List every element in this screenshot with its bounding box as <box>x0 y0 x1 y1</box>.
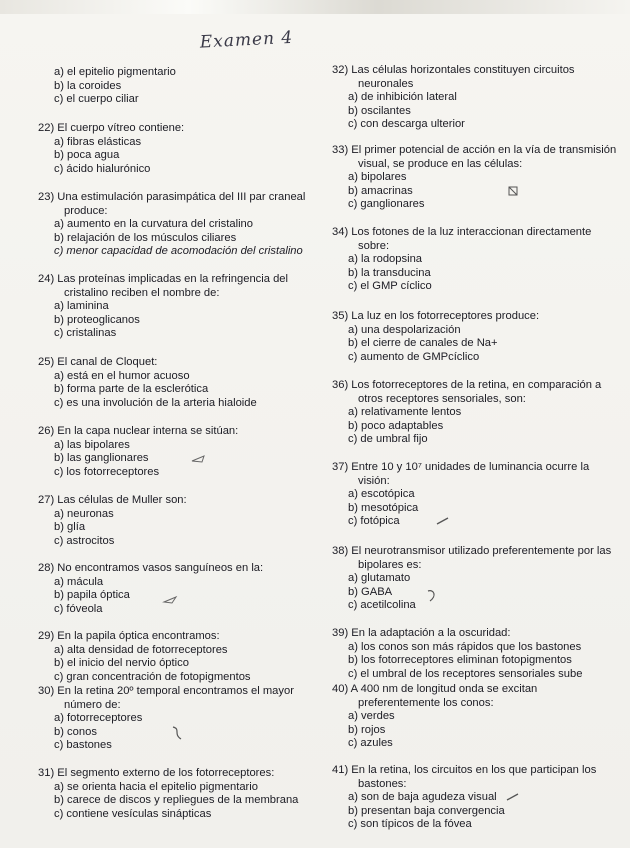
option-a: a) son de baja agudeza visual <box>348 791 497 804</box>
question-25 <box>38 356 328 410</box>
option-b: b) carece de discos y repliegues de la membrana <box>54 794 299 807</box>
option-a: a) aumento en la curvatura del cristalino <box>54 218 253 231</box>
option-b: b) amacrinas <box>348 184 413 197</box>
option-a: a) fibras elásticas <box>54 135 142 148</box>
option-b: b) mesotópica <box>348 501 419 514</box>
question-text-continued: preferentemente los conos: <box>358 696 494 709</box>
pen-scribble-icon <box>162 593 178 605</box>
option-a: a) fotorreceptores <box>54 712 143 725</box>
question-number: 31) <box>38 767 55 779</box>
question-number: 25) <box>38 356 55 368</box>
question-text: Los fotorreceptores de la retina, en comparación a <box>351 379 602 391</box>
option-b: b) papila óptica <box>54 589 130 602</box>
question-number: 34) <box>332 226 349 238</box>
option-b: b) GABA <box>348 585 393 598</box>
question-37 <box>332 461 622 529</box>
question-text-continued: número de: <box>64 698 121 711</box>
option-a: a) escotópica <box>348 488 415 501</box>
option-b: b) las ganglionares <box>54 452 149 465</box>
question-number: 35) <box>332 310 349 322</box>
question-text: En la papila óptica encontramos: <box>57 630 220 642</box>
option-a: a) mácula <box>54 575 104 588</box>
option-a: a) el epitelio pigmentario <box>54 66 176 78</box>
question-text: El neurotransmisor utilizado preferentemente por las <box>351 545 612 557</box>
question-text: El cuerpo vítreo contiene: <box>57 122 185 134</box>
question-number: 26) <box>38 425 55 437</box>
question-text: A 400 nm de longitud onda se excitan <box>350 683 538 695</box>
option-b: b) relajación de los músculos ciliares <box>54 231 237 244</box>
option-b: b) rojos <box>348 723 386 736</box>
pen-scribble-icon <box>426 588 440 604</box>
option-a: a) neuronas <box>54 507 114 520</box>
question-28 <box>38 562 328 616</box>
option-b: b) la transducina <box>348 266 431 279</box>
option-a: a) la rodopsina <box>348 253 423 266</box>
option-c: c) acetilcolina <box>348 599 416 612</box>
page-top-edge <box>0 0 630 14</box>
pen-scribble-icon <box>436 516 450 526</box>
option-c: c) gran concentración de fotopigmentos <box>54 670 251 683</box>
option-c: c) bastones <box>54 739 112 752</box>
question-text-continued: neuronales <box>358 77 414 90</box>
option-a: a) los conos son más rápidos que los bastones <box>348 640 582 653</box>
option-c: c) son típicos de la fóvea <box>348 818 472 831</box>
question-number: 33) <box>332 144 349 156</box>
question-text-continued: visión: <box>358 474 390 487</box>
question-27 <box>38 494 328 548</box>
option-b: b) proteoglicanos <box>54 313 140 326</box>
question-40 <box>332 683 622 751</box>
question-33 <box>332 144 622 212</box>
question-text: Las células horizontales constituyen circuitos <box>351 64 575 76</box>
option-b: b) glía <box>54 521 86 534</box>
question-23 <box>38 191 328 259</box>
option-c: c) los fotorreceptores <box>54 465 160 478</box>
question-36 <box>332 379 622 447</box>
option-a: a) se orienta hacia el epitelio pigmentario <box>54 780 258 793</box>
question-text-continued: visual, se produce en las células: <box>358 157 523 170</box>
option-a: a) bipolares <box>348 171 407 184</box>
option-a: a) relativamente lentos <box>348 406 462 419</box>
option-c: c) el cuerpo ciliar <box>54 93 139 106</box>
option-c: c) el umbral de los receptores sensoriales sube <box>348 667 583 680</box>
option-c: c) de umbral fijo <box>348 433 428 446</box>
question-number: 23) <box>38 191 55 203</box>
question-number: 39) <box>332 627 349 639</box>
option-b: b) la coroides <box>54 79 122 92</box>
option-a: a) de inhibición lateral <box>348 91 457 104</box>
question-number: 24) <box>38 273 55 285</box>
question-text-continued: sobre: <box>358 239 390 252</box>
question-number: 28) <box>38 562 55 574</box>
handwritten-title: Examen 4 <box>199 27 294 53</box>
question-35 <box>332 310 622 364</box>
question-text: En la retina, los circuitos en los que participan los <box>351 764 597 776</box>
question-number: 32) <box>332 64 349 76</box>
question-text: Las proteínas implicadas en la refringencia del <box>57 273 289 285</box>
question-number: 41) <box>332 764 349 776</box>
option-b: b) el cierre de canales de Na+ <box>348 337 498 350</box>
question-number: 40) <box>332 683 349 695</box>
question-39 <box>332 627 622 681</box>
option-a: a) una despolarización <box>348 323 461 336</box>
option-b: b) el inicio del nervio óptico <box>54 657 189 670</box>
question-41 <box>332 764 622 832</box>
question-text: En la capa nuclear interna se sitúan: <box>57 425 239 437</box>
question-text: El primer potencial de acción en la vía de transmisión <box>351 144 617 156</box>
question-21-continued <box>38 66 328 107</box>
question-text-continued: cristalino reciben el nombre de: <box>64 286 220 299</box>
option-b: b) presentan baja convergencia <box>348 804 505 817</box>
question-22 <box>38 122 328 176</box>
option-a: a) glutamato <box>348 572 411 585</box>
question-34 <box>332 226 622 294</box>
option-c: c) astrocitos <box>54 534 115 547</box>
question-text-continued: otros receptores sensoriales, son: <box>358 392 526 405</box>
option-c: c) fóveola <box>54 602 103 615</box>
option-c: c) con descarga ulterior <box>348 118 465 131</box>
question-number: 29) <box>38 630 55 642</box>
option-c: c) ácido hialurónico <box>54 162 151 175</box>
option-b: b) conos <box>54 725 97 738</box>
question-number: 38) <box>332 545 349 557</box>
option-c: c) contiene vesículas sinápticas <box>54 807 212 820</box>
pen-scribble-icon <box>190 453 206 465</box>
option-c: c) cristalinas <box>54 327 117 340</box>
option-b: b) forma parte de la esclerótica <box>54 383 209 396</box>
pen-scribble-icon <box>170 725 184 741</box>
question-text-continued: bastones: <box>358 777 407 790</box>
option-a: a) las bipolares <box>54 438 130 451</box>
option-a: a) verdes <box>348 710 395 723</box>
question-32 <box>332 64 622 132</box>
question-text: Los fotones de la luz interaccionan directamente <box>351 226 592 238</box>
question-number: 27) <box>38 494 55 506</box>
pen-scribble-icon <box>506 184 520 198</box>
question-text: En la retina 20º temporal encontramos el mayor <box>57 685 294 697</box>
question-number: 37) <box>332 461 349 473</box>
question-text-continued: bipolares es: <box>358 558 422 571</box>
question-text: Las células de Muller son: <box>57 494 187 506</box>
question-30 <box>38 685 328 753</box>
option-a: a) laminina <box>54 300 109 313</box>
option-a: a) está en el humor acuoso <box>54 369 190 382</box>
question-text: No encontramos vasos sanguíneos en la: <box>57 562 264 574</box>
question-number: 30) <box>38 685 55 697</box>
option-c: c) es una involución de la arteria hialoide <box>54 396 257 409</box>
question-text: En la adaptación a la oscuridad: <box>351 627 511 639</box>
option-b: b) los fotorreceptores eliminan fotopigmentos <box>348 654 572 667</box>
question-31 <box>38 767 328 821</box>
question-38 <box>332 545 622 613</box>
option-b: b) oscilantes <box>348 104 411 117</box>
question-26 <box>38 425 328 479</box>
question-text-continued: produce: <box>64 204 108 217</box>
pen-scribble-icon <box>506 792 520 802</box>
option-c: c) aumento de GMPcíclico <box>348 350 480 363</box>
option-b: b) poco adaptables <box>348 419 444 432</box>
option-c: c) el GMP cíclico <box>348 280 432 293</box>
question-text: El canal de Cloquet: <box>57 356 158 368</box>
option-c: c) azules <box>348 737 393 750</box>
option-b: b) poca agua <box>54 149 120 162</box>
question-text: Una estimulación parasimpática del III par craneal <box>57 191 306 203</box>
option-c: c) ganglionares <box>348 198 425 211</box>
option-c: c) menor capacidad de acomodación del cristalino <box>54 245 303 258</box>
question-text: Entre 10 y 10⁷ unidades de luminancia ocurre la <box>351 461 590 473</box>
question-29 <box>38 630 328 684</box>
option-a: a) alta densidad de fotorreceptores <box>54 643 228 656</box>
question-number: 22) <box>38 122 55 134</box>
option-c: c) fotópica <box>348 515 400 528</box>
question-24 <box>38 273 328 341</box>
question-text: La luz en los fotorreceptores produce: <box>351 310 540 322</box>
question-text: El segmento externo de los fotorreceptores: <box>57 767 275 779</box>
question-number: 36) <box>332 379 349 391</box>
